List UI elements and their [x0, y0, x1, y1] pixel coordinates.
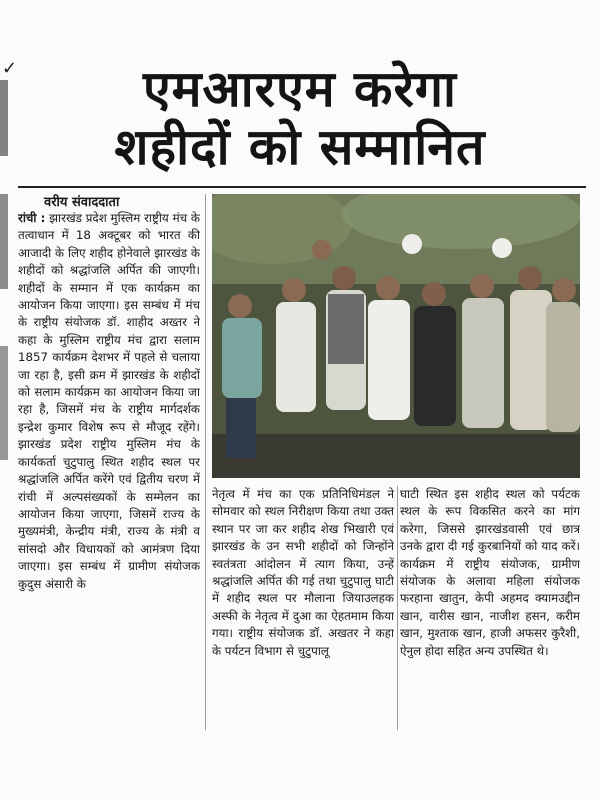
dateline: रांची :: [18, 211, 46, 225]
adjacent-column-edge: [0, 80, 8, 460]
column-3-text: घाटी स्थित इस शहीद स्थल को पर्यटक स्थल के रूप विकसित करने का मांग करेगा, जिससे झारखंडवासी एवं छात्र उनके द्वारा दी गई कुरबानियों को याद करें। कार्यक्रम में राष्ट्रीय संयोजक, ग्रामीण संयोजक के अलावा महिला संयोजक फरहाना खातुन, केपी अहमद क्यामउद्दीन खान, वारीस खान, नाजीश हसन, करीम खान, मुश्ताक खान, हाजी अफसर कुरैशी, ऐनुल होदा सहित अन्य उपस्थित थे।: [400, 487, 580, 658]
column-divider: [205, 194, 206, 730]
article-column-1: [18, 210, 200, 730]
headline-line-2: शहीदों को सम्मानित: [114, 118, 486, 176]
check-mark-icon: ✓: [2, 58, 18, 79]
news-photo: [212, 194, 580, 478]
headline-line-1: एमआरएम करेगा: [142, 60, 457, 118]
column-divider: [397, 486, 398, 730]
column-1-text: झारखंड प्रदेश मुस्लिम राष्ट्रीय मंच के तत्वाधान में 18 अक्टूबर को भारत की आजादी के लिए शहीद होनेवाले झारखंड के शहीदों को श्रद्धांजलि अर्पित की जाएगी। शहीदों के सम्मान में एक कार्यक्रम का आयोजन किया जाएगा। इस सम्बंध में मंच के राष्ट्रीय संयोजक डॉ. शाहीद अख्तर ने कहा के मुस्लिम राष्ट्रीय मंच द्वारा सलाम 1857 कार्यक्रम देशभर में पहले से चलाया जा रहा है, इसी क्रम में झारखंड के शहीदों को सलाम कार्यक्रम का आयोजन किया जा रहा है, जिसमें मंच के राष्ट्रीय मार्गदर्शक इन्द्रेश कुमार विशेष रूप से मौजूद रहेंगे। झारखंड प्रदेश राष्ट्रीय मुस्लिम मंच के कार्यकर्ता चुटुपालु स्थित शहीद स्थल पर श्रद्धांजलि अर्पित करेंगे एवं द्वितीय चरण में रांची में अल्पसंख्यकों के सम्मेलन का आयोजन किया जाएगा, जिसमें राज्य के मुख्यमंत्री, केन्द्रीय मंत्री, राज्य के मंत्री व सांसदो और विधायकों को आमंत्रण दिया जाएगा। इस सम्बंध में ग्रामीण संयोजक कुदुस अंसारी के: [18, 211, 200, 591]
headline-rule: [18, 186, 586, 188]
article-column-3: [400, 486, 580, 732]
group-prayer-photo: [212, 194, 580, 478]
byline: वरीय संवाददाता: [44, 195, 120, 210]
article-column-2: [212, 486, 394, 732]
headline: [14, 60, 586, 176]
column-2-text: नेतृत्व में मंच का एक प्रतिनिधिमंडल ने सोमवार को स्थल निरीक्षण किया तथा उक्त स्थान पर जा कर शहीद शेख भिखारी एवं झारखंड के उन सभी शहीदों को जिन्होंने स्वतंत्रता आंदोलन में त्याग किया, उन्हें श्रद्धांजलि अर्पित की गई तथा चुटुपालु घाटी में शहीद स्थल पर मौलाना जियाउलहक अस्फी के नेतृत्व में दुआ का ऐहतमाम किया गया। राष्ट्रीय संयोजक डॉ. अखतर ने कहा के पर्यटन विभाग से चुटुपालू: [212, 487, 394, 658]
